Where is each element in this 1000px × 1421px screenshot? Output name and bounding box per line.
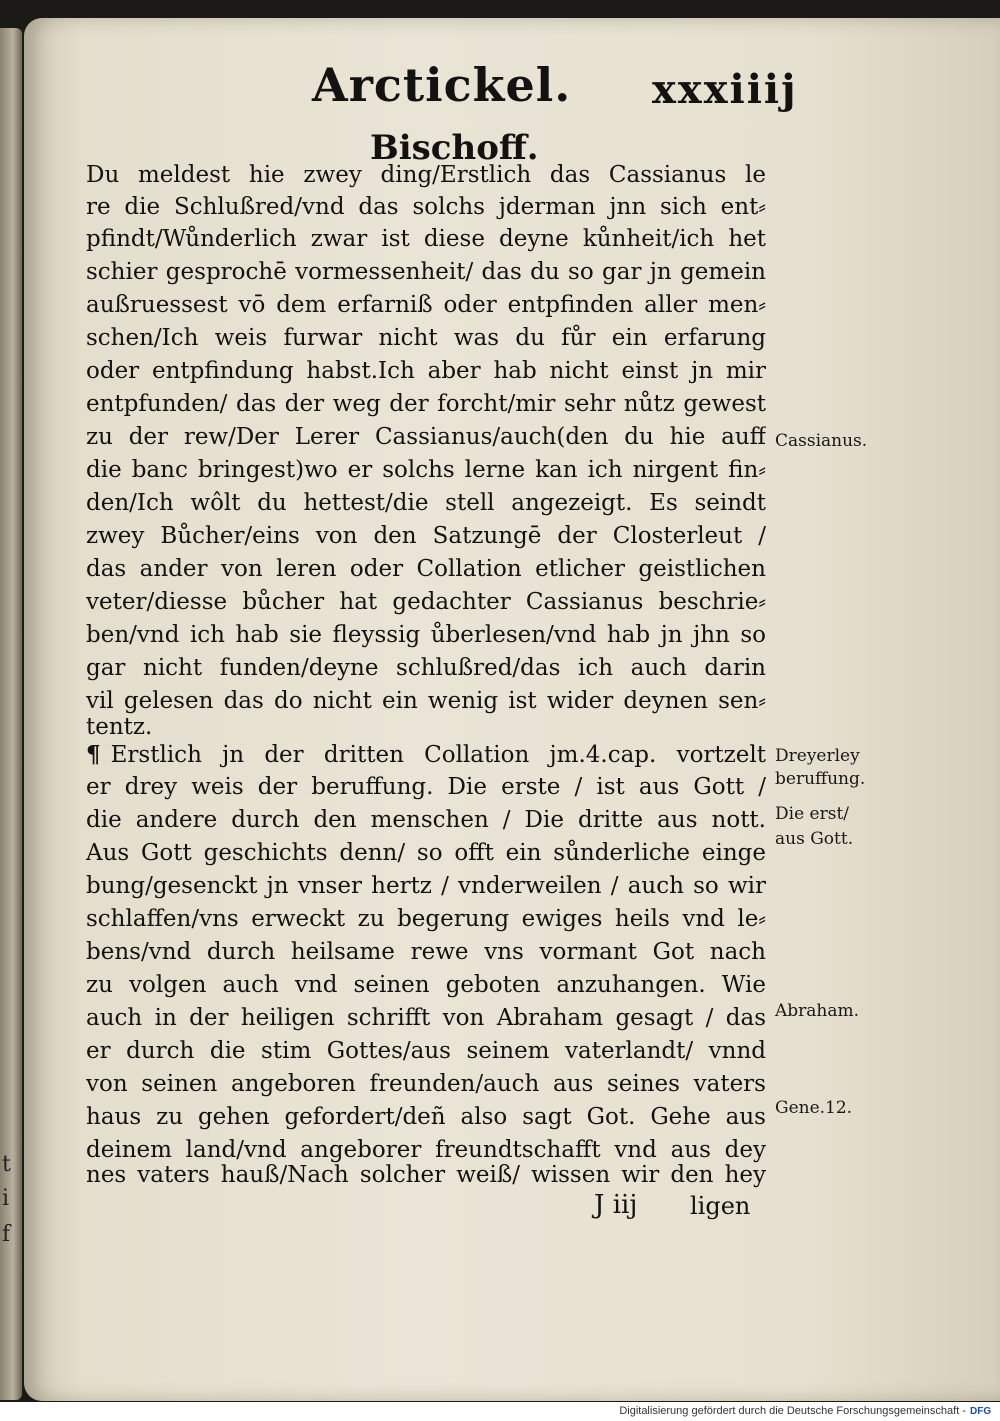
running-header-title: Arctickel. xyxy=(312,58,572,112)
text-line: re die Schlußred/vnd das solchs jderman jnn sich ent⸗ xyxy=(86,194,766,220)
text-line: deinem land/vnd angeborer freundtschafft vnd aus dey xyxy=(86,1137,766,1163)
text-line: nes vaters hauß/Nach solcher weiß/ wissen wir den hey xyxy=(86,1162,766,1188)
text-line: zwey Bůcher/eins von den Satzungē der Closterleut / xyxy=(86,523,766,549)
text-line: gar nicht funden/deyne schlußred/das ich auch darin xyxy=(86,655,766,681)
text-line: entpfunden/ das der weg der forcht/mir sehr nůtz gewest xyxy=(86,391,766,417)
dfg-logo: DFG xyxy=(970,1406,992,1417)
text-line: oder entpfindung habst.Ich aber hab nicht einst jn mir xyxy=(86,358,766,384)
text-line: Du meldest hie zwey ding/Erstlich das Cassianus le xyxy=(86,162,766,188)
margin-note-cassianus: Cassianus. xyxy=(775,431,868,451)
text-line: zu volgen auch vnd seinen geboten anzuhangen. Wie xyxy=(86,972,766,998)
text-line: Erstlich jn der dritten Collation jm.4.cap. vortzelt xyxy=(110,742,766,768)
section-heading: Bischoff. xyxy=(370,128,539,168)
text-line: den/Ich wôlt du hettest/die stell angezeigt. Es seindt xyxy=(86,490,766,516)
text-line: tentz. xyxy=(86,714,153,740)
previous-page-glyph: i xyxy=(2,1186,10,1211)
text-line: ben/vnd ich hab sie fleyssig ůberlesen/vnd hab jn jhn so xyxy=(86,622,766,648)
margin-note-abraham: Abraham. xyxy=(775,1001,860,1021)
text-line: Aus Gott geschichts denn/ so offt ein sůnderliche einge xyxy=(86,840,766,866)
previous-page-edge xyxy=(0,28,22,1400)
margin-note-genesis: Gene.12. xyxy=(775,1098,853,1118)
text-line: pfindt/Wůnderlich zwar ist diese deyne kůnheit/ich het xyxy=(86,226,766,252)
previous-page-glyph: t xyxy=(2,1152,11,1177)
folio-number: xxxiiij xyxy=(652,66,798,113)
catchword: ligen xyxy=(690,1192,751,1220)
signature-mark: J iij xyxy=(594,1190,638,1220)
margin-note-aus-gott: aus Gott. xyxy=(775,829,854,849)
text-line: schen/Ich weis furwar nicht was du fůr ein erfarung xyxy=(86,325,766,351)
funding-credit: Digitalisierung gefördert durch die Deutsche Forschungsgemeinschaft - xyxy=(619,1405,966,1417)
digitization-footer xyxy=(0,1402,1000,1421)
text-line: bens/vnd durch heilsame rewe vns vormant Got nach xyxy=(86,939,766,965)
text-line: außruessest vō dem erfarniß oder entpfinden aller men⸗ xyxy=(86,292,766,318)
margin-note-dreyerley: Dreyerley xyxy=(775,746,860,766)
text-line: schlaffen/vns erweckt zu begerung ewiges heils vnd le⸗ xyxy=(86,906,766,932)
text-line: vil gelesen das do nicht ein wenig ist wider deynen sen⸗ xyxy=(86,688,766,714)
previous-page-glyph: f xyxy=(2,1222,11,1247)
pilcrow-mark: ¶ xyxy=(86,741,101,768)
margin-note-die-erst: Die erst/ xyxy=(775,804,850,824)
text-line: von seinen angeboren freunden/auch aus seines vaters xyxy=(86,1071,766,1097)
text-line: er durch die stim Gottes/aus seinem vaterlandt/ vnnd xyxy=(86,1038,766,1064)
text-line: zu der rew/Der Lerer Cassianus/auch(den du hie auff xyxy=(86,424,766,450)
text-line: veter/diesse bůcher hat gedachter Cassianus beschrie⸗ xyxy=(86,589,766,615)
text-line: er drey weis der beruffung. Die erste / ist aus Gott / xyxy=(86,774,766,800)
paragraph-line xyxy=(86,740,766,770)
margin-note-beruffung: beruffung. xyxy=(775,769,866,789)
text-line: bung/gesenckt jn vnser hertz / vnderweilen / auch so wir xyxy=(86,873,766,899)
text-line: auch in der heiligen schrifft von Abraham gesagt / das xyxy=(86,1005,766,1031)
text-line: haus zu gehen gefordert/deñ also sagt Got. Gehe aus xyxy=(86,1104,766,1130)
text-line: die banc bringest)wo er solchs lerne kan ich nirgent fin⸗ xyxy=(86,457,766,483)
text-line: schier gesprochē vormessenheit/ das du so gar jn gemein xyxy=(86,259,766,285)
text-line: das ander von leren oder Collation etlicher geistlichen xyxy=(86,556,766,582)
text-line: die andere durch den menschen / Die dritte aus nott. xyxy=(86,807,766,833)
